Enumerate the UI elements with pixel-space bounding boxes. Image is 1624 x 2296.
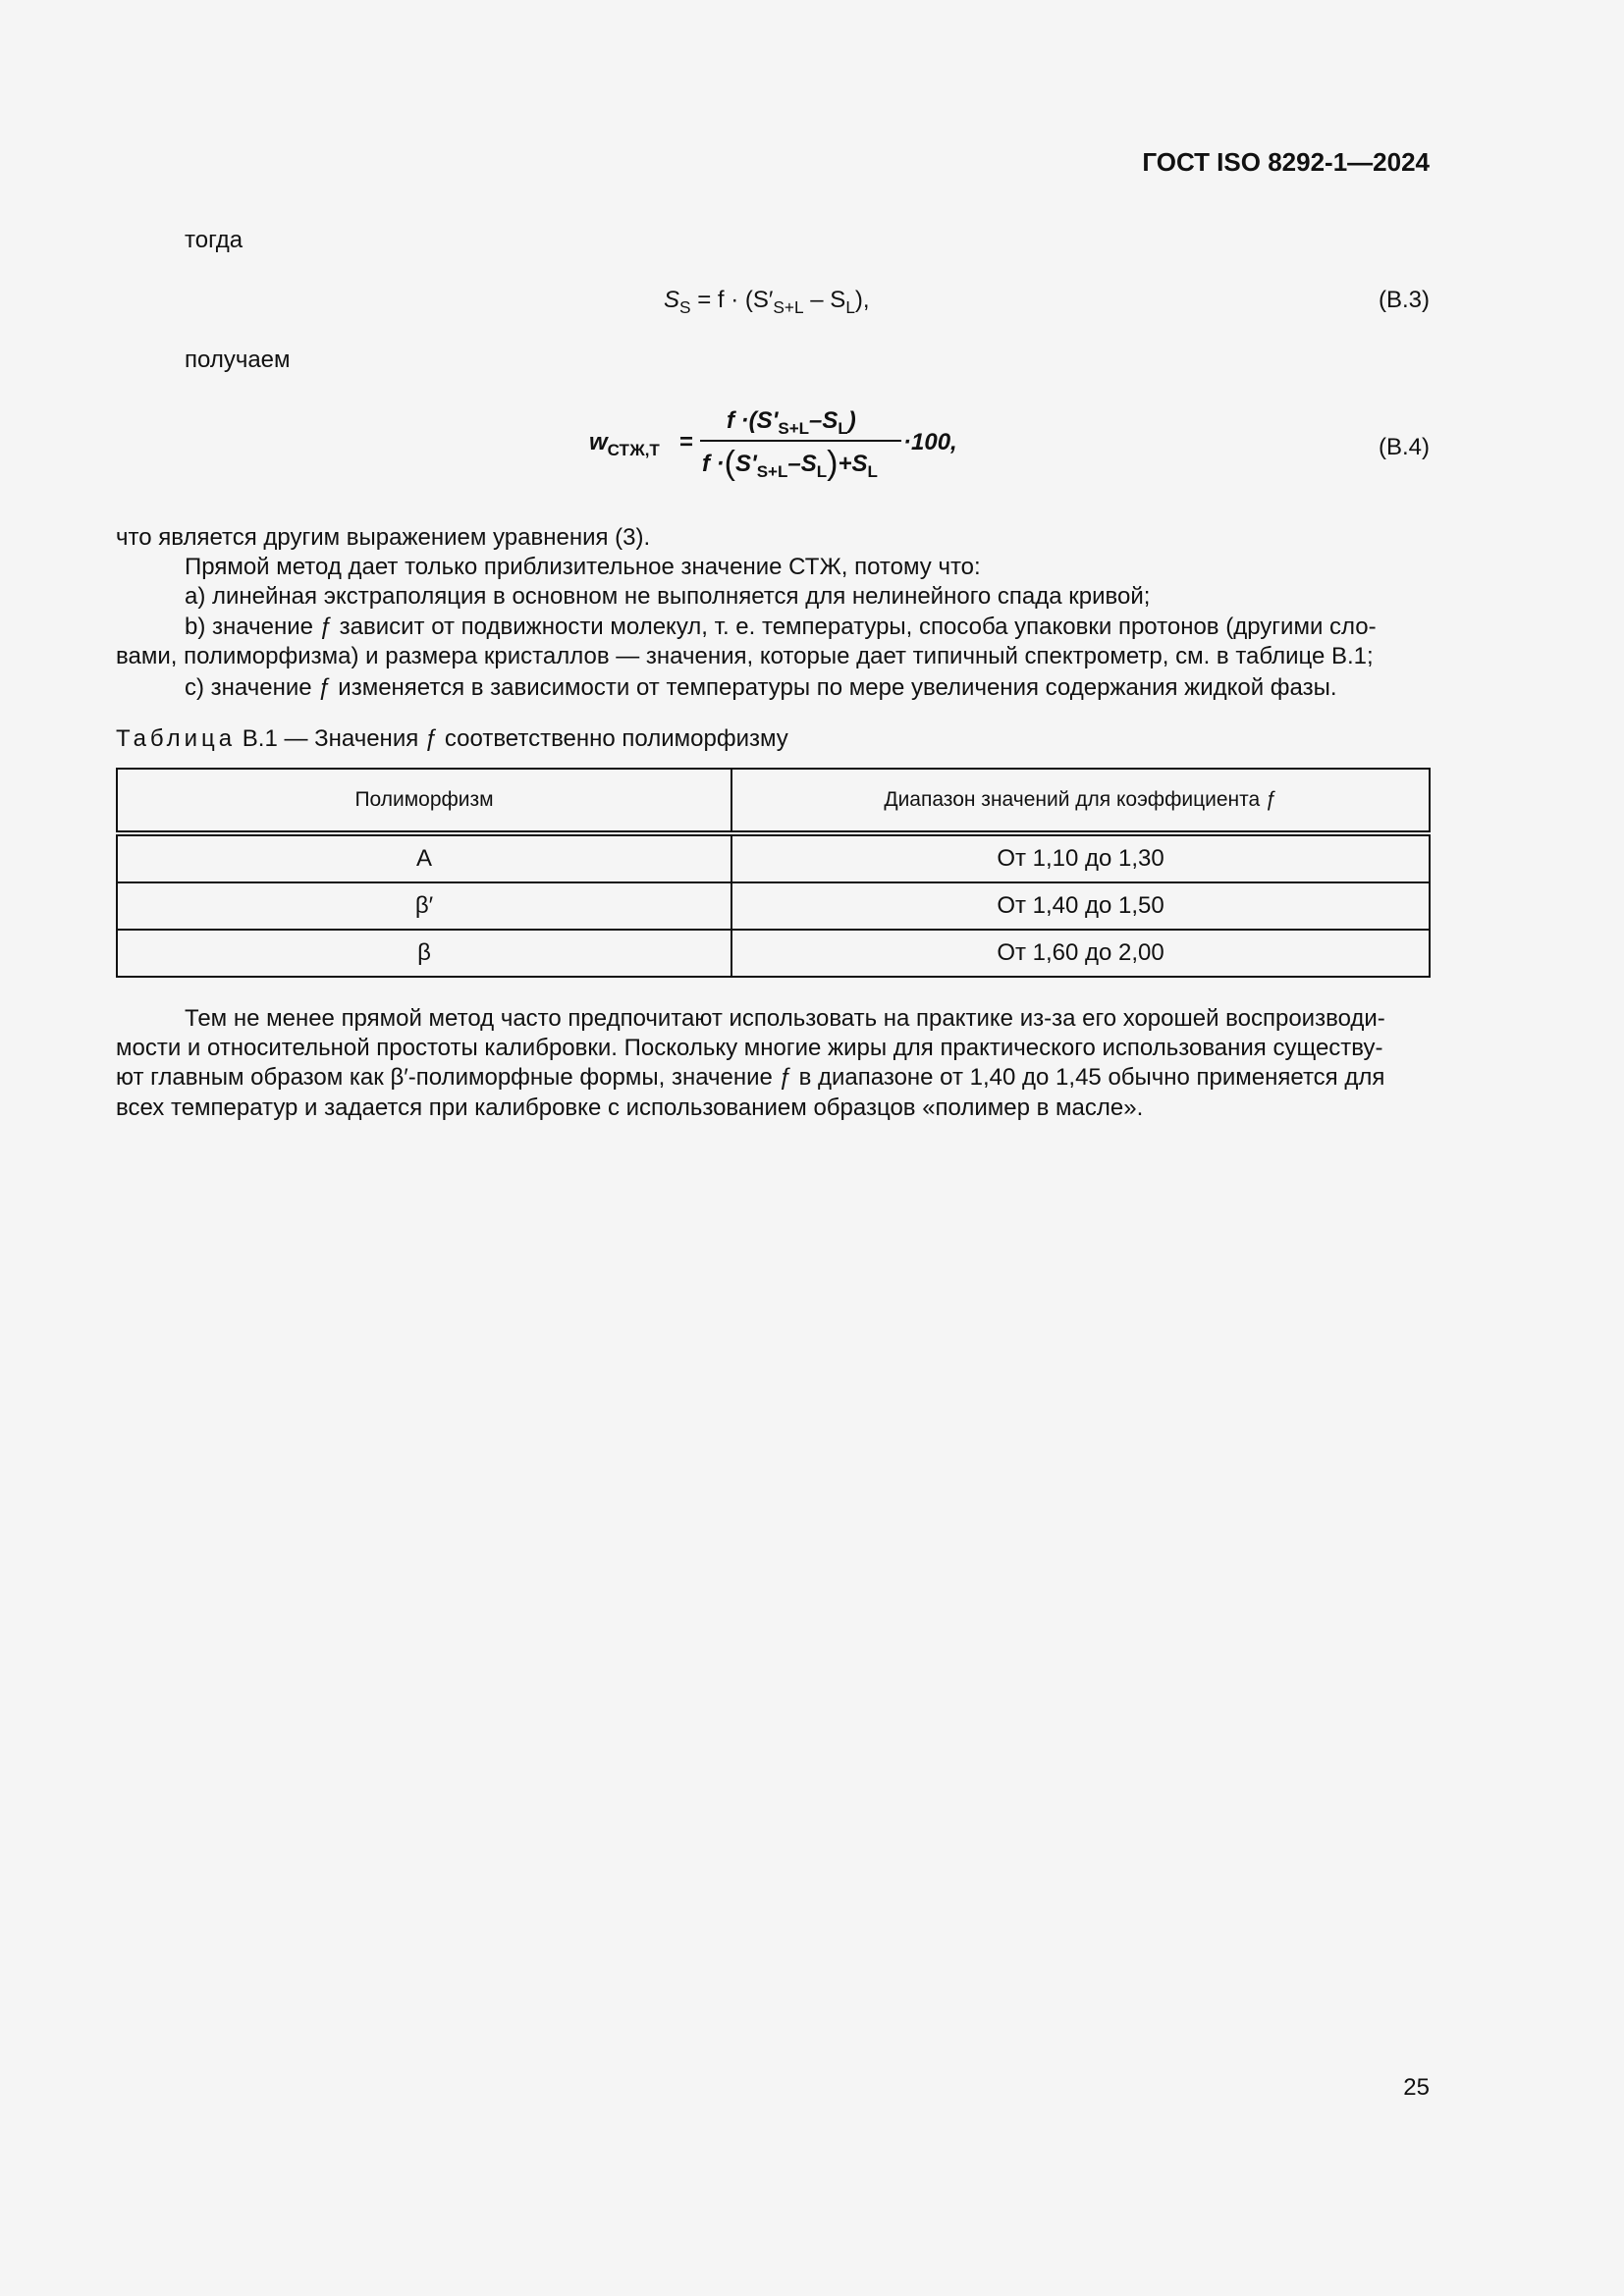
eq-b4-tail: ·100, [903,429,957,455]
table-cell-range: От 1,10 до 1,30 [731,833,1430,882]
eq-b4-num-sub1: S+L [778,418,810,438]
table-cell-polymorph: A [117,833,731,882]
equation-b4 [589,407,972,486]
paragraph-expression: что является другим выражением уравнения (3). [116,524,651,551]
eq-b3-end: ), [854,287,870,313]
table-row [117,833,1430,882]
eq-b3-dash-sub: L [845,297,855,318]
eq-b4-den-paren-open: ( [724,445,735,482]
eq-b4-den-sub1: S+L [756,461,788,481]
eq-b4-lhs [589,429,660,460]
eq-b4-den-c: –S [787,451,817,477]
paragraph-togda: тогда [185,227,244,253]
eq-b4-num-c: ) [847,407,856,434]
equation-number-b3: (B.3) [1378,287,1430,313]
polymorphism-table [116,768,1431,978]
eq-b4-num-a: f ·(S' [727,407,779,434]
eq-b4-w: w [589,429,608,455]
eq-b4-numerator [727,407,856,439]
eq-b4-num-b: –S [809,407,839,434]
list-item-c: c) значение ƒ изменяется в зависимости от температуры по мере увеличения содержания жидкой фазы. [185,674,1337,701]
table-cell-range: От 1,40 до 1,50 [731,882,1430,930]
eq-b3-lhs-sub: S [679,297,691,318]
table-cell-range: От 1,60 до 2,00 [731,930,1430,977]
equation-number-b4: (B.4) [1378,434,1430,460]
closing-paragraph-line1: Тем не менее прямой метод часто предпочитают использовать на практике из-за его хорошей воспроизводи- [185,1005,1385,1032]
closing-paragraph-line3: ют главным образом как β′-полиморфные формы, значение ƒ в диапазоне от 1,40 до 1,45 обычно применяется для [116,1064,1385,1091]
table-caption [116,725,788,753]
list-item-a: a) линейная экстраполяция в основном не выполняется для нелинейного спада кривой; [185,583,1151,610]
standard-number: ГОСТ ISO 8292-1—2024 [1142,147,1430,177]
list-item-b-line1: b) значение ƒ зависит от подвижности молекул, т. е. температуры, способа упаковки протонов (другими сло- [185,614,1377,640]
closing-paragraph-line4: всех температур и задается при калибровке с использованием образцов «полимер в масле». [116,1095,1144,1121]
table-header-polymorphism: Полиморфизм [117,769,731,833]
table-caption-prefix: Таблица [116,725,237,752]
paragraph-poluchaem: получаем [185,347,291,373]
eq-b4-den-b: S' [734,451,757,477]
eq-b4-den-d: +S [838,451,868,477]
table-header-range: Диапазон значений для коэффициента ƒ [731,769,1430,833]
table-row [117,882,1430,930]
eq-b4-num-sub2: L [838,418,848,438]
eq-b4-den-a: f · [702,451,725,477]
eq-b4-denominator [702,445,878,483]
eq-b3-mid-sub: S+L [773,297,804,318]
eq-b3-mid: = f · (S′ [690,287,774,313]
table-row [117,930,1430,977]
eq-b4-den-sub3: L [867,461,878,481]
paragraph-direct-method: Прямой метод дает только приблизительное значение СТЖ, потому что: [185,554,981,580]
equation-b3 [664,286,870,322]
list-item-b-line2: вами, полиморфизма) и размера кристаллов — значения, которые дает типичный спектрометр, см. в таблице В.1; [116,643,1374,669]
table-cell-polymorph: β [117,930,731,977]
table-caption-text: B.1 — Значения ƒ соответственно полиморфизму [236,725,788,752]
table-header-row [117,769,1430,833]
eq-b4-den-sub2: L [816,461,828,481]
eq-b3-lhs: S [664,287,680,313]
table-cell-polymorph: β′ [117,882,731,930]
closing-paragraph-line2: мости и относительной простоты калибровки. Поскольку многие жиры для практического использования существу- [116,1035,1383,1061]
eq-b4-den-paren-close: ) [827,445,839,482]
eq-b3-dash: – S [803,287,846,313]
page-number: 25 [1403,2074,1430,2101]
eq-b4-w-sub: СТЖ,T [607,440,660,459]
eq-b4-fraction-bar [700,440,901,442]
eq-b4-equals: = [679,429,694,455]
